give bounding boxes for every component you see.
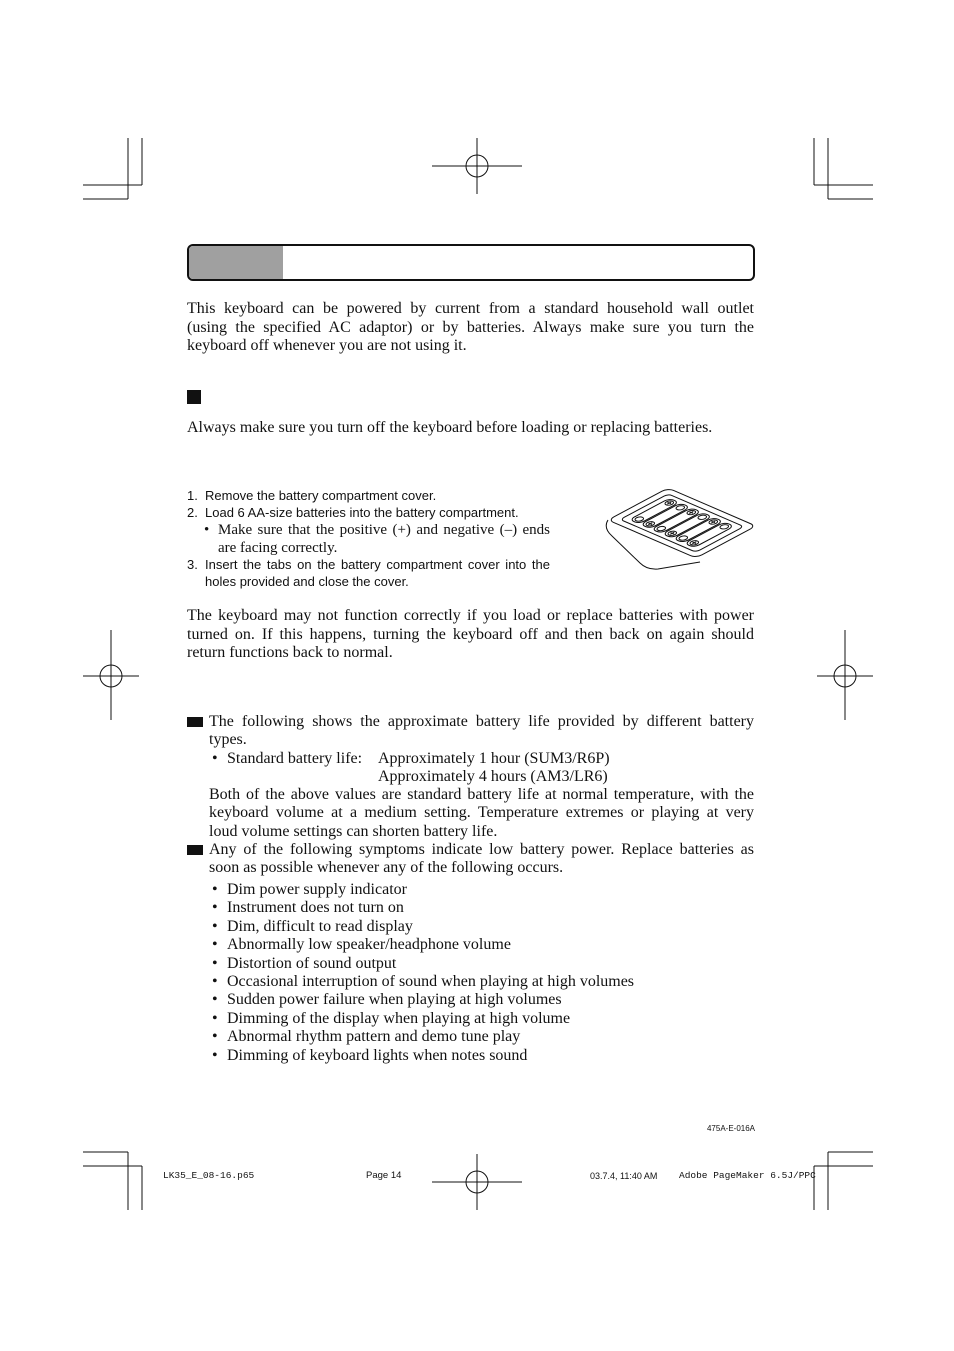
- battery: [651, 508, 701, 533]
- list-item: [187, 1010, 754, 1028]
- standard-battery-life-row: [187, 750, 754, 768]
- page-number: Page 14: [366, 1170, 402, 1181]
- registration-mark-left: [83, 630, 139, 720]
- step-2-note-continued: [187, 539, 550, 557]
- battery-life-note: [187, 823, 754, 841]
- bullet: •: [212, 1009, 218, 1027]
- battery-life-intro-continued: [187, 731, 754, 749]
- symptom-text: Occasional interruption of sound when playing at high volumes: [227, 972, 635, 990]
- document-code: 475A-E-016A: [706, 1124, 755, 1133]
- bullet: •: [212, 991, 218, 1009]
- step-number: 3.: [187, 557, 198, 572]
- battery-steps: [187, 488, 550, 590]
- battery-life-note-text: keyboard volume at a medium setting. Temperature extremes or playing at very: [209, 804, 754, 822]
- step-2: [187, 505, 550, 522]
- battery-info: [187, 713, 754, 878]
- step-text: Load 6 AA-size batteries into the battery compartment.: [205, 504, 519, 520]
- low-power-text: Any of the following symptoms indicate low battery power. Replace batteries as: [209, 841, 754, 859]
- battery-life-note-text: loud volume settings can shorten battery life.: [209, 822, 498, 840]
- crop-mark-bottom-left: [83, 1152, 142, 1210]
- bullet: •: [212, 1046, 218, 1064]
- list-item: [187, 899, 754, 917]
- battery: [684, 522, 734, 548]
- caution-line: turned on. If this happens, turning the keyboard off and then back on again should: [187, 625, 754, 643]
- list-item: [187, 936, 754, 954]
- intro-paragraph: [187, 300, 754, 356]
- step-text: Insert the tabs on the battery compartment cover into the: [205, 557, 550, 572]
- battery-warning: Always make sure you turn off the keyboard before loading or replacing batteries.: [187, 419, 713, 436]
- bullet: •: [212, 881, 218, 898]
- section-header-bar: [187, 244, 755, 281]
- battery-compartment-illustration: [600, 478, 762, 576]
- list-item: [187, 991, 754, 1009]
- intro-line: keyboard off whenever you are not using it.: [187, 337, 467, 354]
- list-item: [187, 955, 754, 973]
- list-item: [187, 881, 754, 899]
- symptom-text: Dimming of keyboard lights when notes sound: [227, 1046, 528, 1064]
- intro-line: (using the specified AC adaptor) or by batteries. Always make sure you turn the: [187, 318, 754, 336]
- battery-life-value: Approximately 1 hour (SUM3/R6P): [378, 749, 610, 767]
- bullet: •: [212, 972, 218, 990]
- caution-line: The keyboard may not function correctly if you load or replace batteries with power: [187, 607, 754, 624]
- bullet: •: [212, 899, 218, 917]
- battery: [662, 513, 712, 539]
- print-timestamp: 03.7.4, 11:40 AM: [590, 1171, 658, 1181]
- source-file-name: LK35_E_08-16.p65: [163, 1170, 255, 1181]
- symptom-text: Abnormal rhythm pattern and demo tune play: [227, 1028, 521, 1046]
- battery-life-text: types.: [209, 731, 247, 749]
- symptom-text: Sudden power failure when playing at high volumes: [227, 991, 562, 1009]
- low-power-text: soon as possible whenever any of the following occurs.: [209, 859, 564, 877]
- crop-mark-top-right: [814, 138, 873, 199]
- note-text: are facing correctly.: [218, 540, 338, 556]
- crop-mark-top-left: [83, 138, 142, 199]
- low-battery-symptoms: [187, 881, 754, 1065]
- battery: [673, 517, 723, 543]
- registration-mark-bottom: [432, 1154, 522, 1210]
- step-number: 2.: [187, 504, 198, 520]
- symptom-text: Abnormally low speaker/headphone volume: [227, 936, 511, 954]
- bullet: •: [212, 749, 218, 767]
- battery-life-note: [187, 786, 754, 804]
- square-bullet-marker: [187, 717, 203, 727]
- bullet: •: [212, 936, 218, 954]
- intro-line: This keyboard can be powered by current from a standard household wall outlet: [187, 300, 754, 317]
- square-bullet-marker: [187, 845, 203, 855]
- step-3-continued: [187, 574, 550, 591]
- list-item: [187, 1047, 754, 1065]
- battery-life-note-text: Both of the above values are standard battery life at normal temperature, with the: [209, 786, 754, 804]
- battery-life-value: Approximately 4 hours (AM3/LR6): [378, 767, 608, 785]
- step-number: 1.: [187, 488, 198, 503]
- section-header-tab: [189, 246, 283, 279]
- battery: [640, 503, 690, 528]
- symptom-text: Dim, difficult to read display: [227, 917, 413, 935]
- battery-life-note: [187, 804, 754, 822]
- battery-life-intro: [187, 713, 754, 731]
- symptom-text: Distortion of sound output: [227, 954, 397, 972]
- crop-mark-bottom-right: [814, 1152, 873, 1210]
- list-item: [187, 918, 754, 936]
- bullet: •: [212, 917, 218, 935]
- step-3: [187, 557, 550, 574]
- symptom-text: Dim power supply indicator: [227, 881, 407, 898]
- list-item: [187, 1028, 754, 1046]
- bullet: •: [212, 1028, 218, 1046]
- symptom-text: Dimming of the display when playing at high volume: [227, 1009, 571, 1027]
- step-text: Remove the battery compartment cover.: [205, 488, 437, 503]
- step-1: [187, 488, 550, 505]
- note-text: Make sure that the positive (+) and negative (–) ends: [218, 522, 550, 538]
- bullet: •: [212, 954, 218, 972]
- keyboard-body-outline: [606, 520, 700, 569]
- application-name: Adobe PageMaker 6.5J/PPC: [679, 1170, 816, 1181]
- standard-battery-life-label: Standard battery life:: [227, 749, 363, 767]
- symptom-text: Instrument does not turn on: [227, 899, 404, 917]
- step-2-note: [187, 521, 550, 539]
- registration-mark-right: [817, 630, 873, 720]
- battery-life-text: The following shows the approximate battery life provided by different battery: [209, 713, 754, 730]
- low-power-intro-continued: [187, 859, 754, 877]
- list-item: [187, 973, 754, 991]
- subsection-marker: [187, 390, 201, 404]
- low-power-intro: [187, 841, 754, 859]
- registration-mark-top: [432, 138, 522, 194]
- standard-battery-life-row-2: [187, 768, 754, 786]
- bullet: •: [204, 522, 210, 538]
- caution-line: return functions back to normal.: [187, 644, 393, 661]
- caution-paragraph: [187, 607, 754, 663]
- step-text: holes provided and close the cover.: [205, 573, 409, 589]
